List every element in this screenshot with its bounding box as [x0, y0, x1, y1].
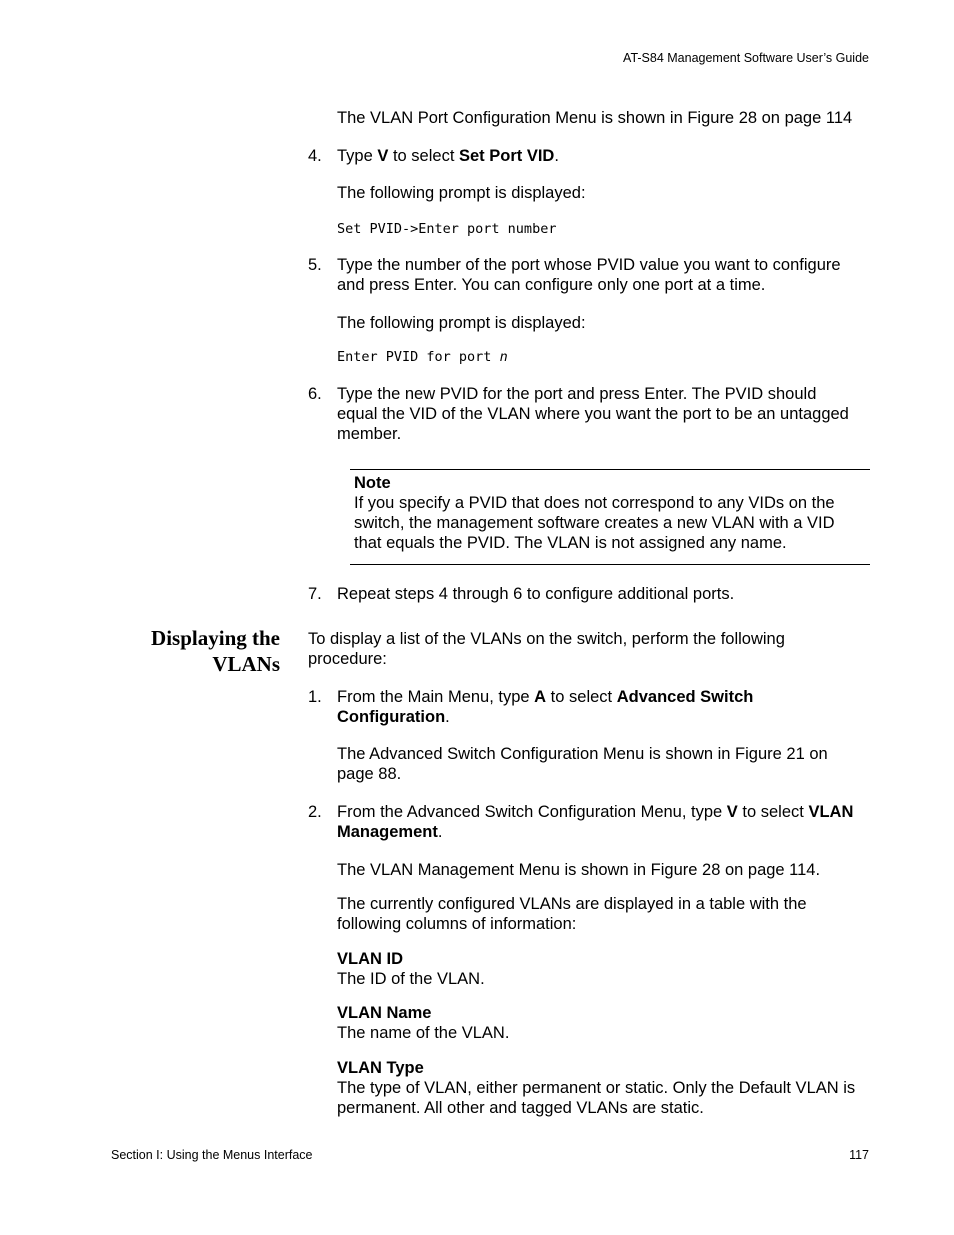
- key-v: V: [377, 147, 389, 165]
- step-text: From the Main Menu, type A to select Advanced Switch Configuration.: [337, 688, 754, 726]
- footer-section: Section I: Using the Menus Interface: [111, 1148, 313, 1162]
- step-number: 4.: [308, 147, 322, 165]
- column-definition-vlan-type: [337, 1058, 855, 1118]
- step-number: 7.: [308, 585, 322, 603]
- note-title: Note: [354, 474, 391, 492]
- step-2-paragraph: The currently configured VLANs are displayed in a table with the following columns of information:: [337, 895, 807, 933]
- note: [354, 473, 835, 553]
- step-text: Type the number of the port whose PVID value you want to configure and press Enter. You can configure only one port at a time.: [337, 256, 841, 294]
- column-desc: The name of the VLAN.: [337, 1024, 510, 1042]
- page-number: 117: [849, 1148, 869, 1162]
- step-text: From the Advanced Switch Configuration Menu, type V to select VLAN Management.: [337, 803, 854, 841]
- step-number: 5.: [308, 256, 322, 274]
- menu-item-set-port-vid: Set Port VID: [459, 147, 555, 165]
- key-v: V: [726, 803, 738, 821]
- section-heading: Displaying the VLANs: [151, 626, 280, 676]
- step-text: Type the new PVID for the port and press Enter. The PVID should equal the VID of the VLAN where you want the port to be an untagged member.: [337, 385, 849, 443]
- step-1-paragraph: The Advanced Switch Configuration Menu is shown in Figure 21 on page 88.: [337, 745, 828, 783]
- note-line: switch, the management software creates a new VLAN with a VID: [354, 514, 835, 532]
- column-desc: permanent. All other and tagged VLANs are static.: [337, 1099, 704, 1117]
- step-2-paragraph: The VLAN Management Menu is shown in Figure 28 on page 114.: [337, 861, 821, 879]
- column-term: VLAN Name: [337, 1004, 432, 1022]
- note-line: If you specify a PVID that does not correspond to any VIDs on the: [354, 494, 835, 512]
- step-number: 1.: [308, 688, 322, 706]
- step-number: 6.: [308, 385, 322, 403]
- prompt-intro: The following prompt is displayed:: [337, 184, 586, 202]
- column-definition-vlan-name: [337, 1003, 509, 1043]
- column-desc: The type of VLAN, either permanent or static. Only the Default VLAN is: [337, 1079, 856, 1097]
- column-term: VLAN Type: [337, 1059, 424, 1077]
- page-header-title: AT-S84 Management Software User’s Guide: [623, 51, 869, 65]
- prompt-text: Enter PVID for port n: [337, 349, 508, 365]
- key-a: A: [534, 688, 547, 706]
- section-intro: To display a list of the VLANs on the switch, perform the following procedure:: [308, 630, 785, 668]
- column-desc: The ID of the VLAN.: [337, 970, 485, 988]
- prompt-text: Set PVID->Enter port number: [337, 221, 557, 237]
- prompt-intro: The following prompt is displayed:: [337, 314, 586, 332]
- note-top-rule: [350, 469, 870, 470]
- intro-line: The VLAN Port Configuration Menu is shown in Figure 28 on page 114: [337, 109, 853, 127]
- column-term: VLAN ID: [337, 950, 403, 968]
- step-number: 2.: [308, 803, 322, 821]
- step-text: Type V to select Set Port VID.: [337, 147, 559, 165]
- note-bottom-rule: [350, 564, 870, 565]
- column-definition-vlan-id: [337, 949, 485, 989]
- note-line: that equals the PVID. The VLAN is not assigned any name.: [354, 534, 787, 552]
- step-text: Repeat steps 4 through 6 to configure additional ports.: [337, 585, 735, 603]
